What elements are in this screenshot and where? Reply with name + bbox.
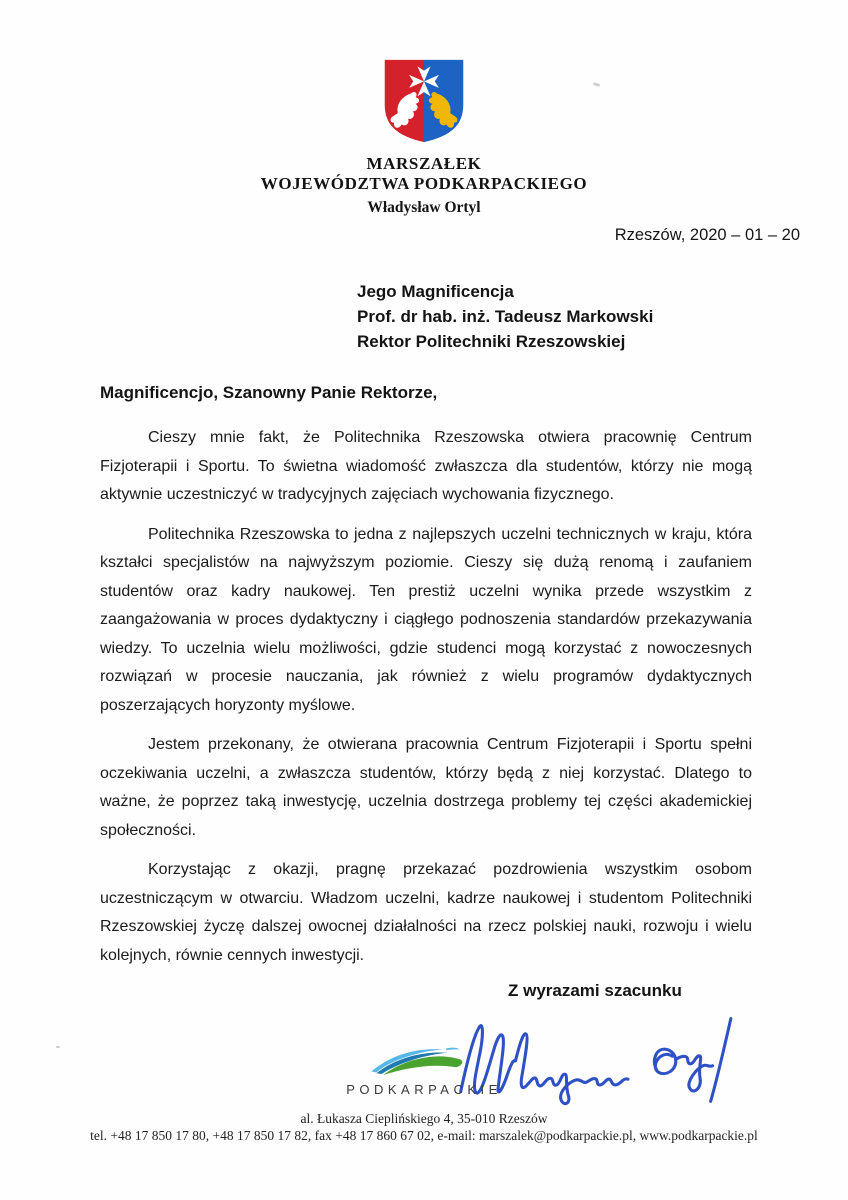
podkarpackie-coat-of-arms-icon (379, 58, 469, 144)
office-title-line2: WOJEWÓDZTWA PODKARPACKIEGO (260, 174, 588, 193)
footer (0, 1046, 848, 1144)
contact-line: tel. +48 17 850 17 80, +48 17 850 17 82, fax +48 17 860 67 02, e-mail: marszalek@podkarpackie.pl, www.podkarpackie.pl (90, 1128, 758, 1143)
paragraph-2: Politechnika Rzeszowska to jedna z najlepszych uczelni technicznych w kraju, która kształci specjalistów na najwyższym poziomie. Cieszy się dużą renomą i zaufaniem studentów oraz kadry naukowej. Ten prestiż uczelni wynika przede wszystkim z zaangażowania w proces dydaktyczny i ciągłego podnoszenia standardów przekazywania wiedzy. To uczelnia wielu możliwości, gdzie studenci mogą korzystać z nowoczesnych rozwiązań w procesie nauczania, jak również z wielu programów dydaktycznych poszerzających horyzonty myślowe. (100, 525, 752, 714)
closing-phrase: Z wyrazami szacunku (508, 981, 682, 1000)
letter-body (100, 383, 752, 1114)
letterhead (0, 0, 848, 217)
recipient-title: Rektor Politechniki Rzeszowskiej (357, 332, 626, 351)
paragraph-3: Jestem przekonany, że otwierana pracownia Centrum Fizjoterapii i Sportu spełni oczekiwania uczelni, a zwłaszcza studentów, którzy będą z niej korzystać. Dlatego to ważne, że poprzez taką inwestycję, uczelnia dostrzega problemy tej części akademickiej społeczności. (100, 736, 752, 839)
paragraph-4: Korzystając z okazji, pragnę przekazać pozdrowienia wszystkim osobom uczestniczącym w otwarciu. Władzom uczelni, kadrze naukowej i studentom Politechniki Rzeszowskiej życzę dalszej owocnej działalności na rzecz polskiej nauki, rozwoju i wielu kolejnych, równie cennych inwestycji. (100, 861, 752, 964)
podkarpackie-logo-icon (358, 1046, 490, 1080)
recipient-honorific: Jego Magnificencja (357, 282, 514, 301)
office-title-line1: MARSZAŁEK (366, 154, 482, 173)
marshal-name: Władysław Ortyl (367, 199, 481, 216)
footer-address (0, 1110, 848, 1144)
paragraph-1: Cieszy mnie fakt, że Politechnika Rzeszowska otwiera pracownię Centrum Fizjoterapii i Sportu. To świetna wiadomość zwłaszcza dla studentów, którzy nie mogą aktywnie uczestniczyć w tradycyjnych zajęciach wychowania fizycznego. (100, 429, 752, 503)
recipient-name: Prof. dr hab. inż. Tadeusz Markowski (357, 307, 654, 326)
salutation: Magnificencjo, Szanowny Panie Rektorze, (100, 383, 438, 402)
recipient-block (357, 279, 848, 354)
brand-name: PODKARPACKIE (346, 1082, 502, 1097)
address-line: al. Łukasza Cieplińskiego 4, 35-010 Rzeszów (300, 1111, 548, 1126)
dateline: Rzeszów, 2020 – 01 – 20 (614, 226, 800, 244)
